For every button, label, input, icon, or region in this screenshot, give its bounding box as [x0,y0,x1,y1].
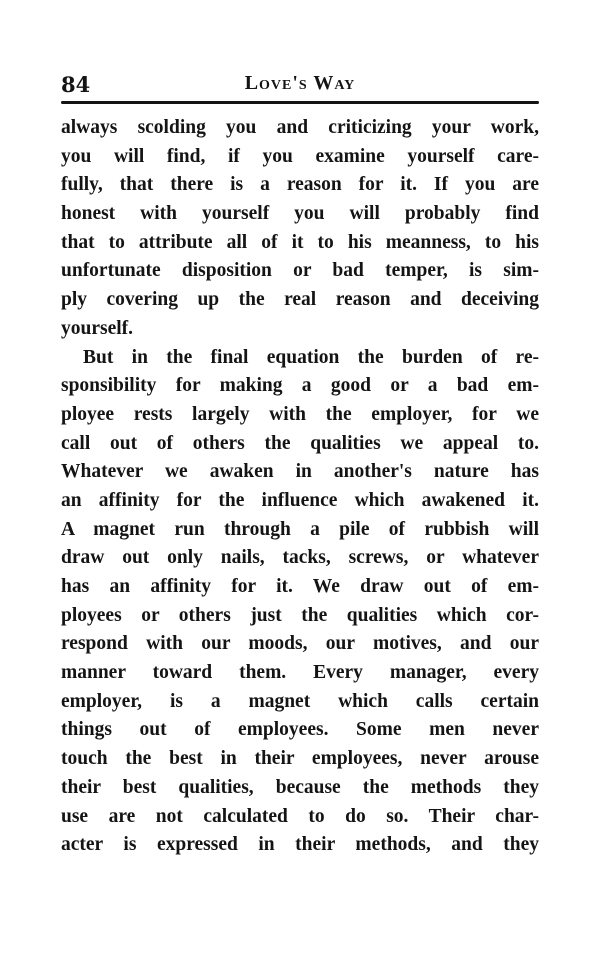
header-rule [61,101,539,104]
text-line: employer, is a magnet which calls certain [61,690,539,712]
text-line: ply covering up the real reason and deceiving [61,289,539,311]
text-line: fully, that there is a reason for it. If you are [61,174,539,196]
paragraph-start-line: But in the final equation the burden of re- [83,346,539,368]
body-text [61,114,539,860]
text-line: you will find, if you examine yourself care- [61,145,539,167]
text-line: yourself. [61,317,134,339]
text-line: sponsibility for making a good or a bad em- [61,375,539,397]
page-header [61,70,539,100]
text-line: touch the best in their employees, never arouse [61,748,539,770]
running-title: Love's Way [244,72,356,94]
text-line: respond with our moods, our motives, and our [61,633,539,655]
text-line: has an affinity for it. We draw out of em- [61,576,539,597]
text-line: Whatever we awaken in another's nature has [61,461,539,483]
text-line: use are not calculated to do so. Their char- [61,805,539,827]
text-line: call out of others the qualities we appeal to. [61,432,539,454]
text-line: A magnet run through a pile of rubbish will [61,518,539,540]
text-line: honest with yourself you will probably find [61,203,539,225]
text-line: acter is expressed in their methods, and they [61,834,539,856]
text-line: things out of employees. Some men never [61,719,539,741]
text-line: their best qualities, because the methods they [61,776,539,798]
text-line: an affinity for the influence which awakened it. [61,489,539,511]
text-line: that to attribute all of it to his meanness, to his [61,231,539,253]
text-line: ployees or others just the qualities which cor- [61,604,539,626]
text-line: ployee rests largely with the employer, for we [61,403,539,425]
text-line: unfortunate disposition or bad temper, is sim- [61,260,539,282]
text-line: manner toward them. Every manager, every [61,662,539,684]
page-number: 84 [61,72,91,97]
text-line: draw out only nails, tacks, screws, or whatever [61,547,539,569]
text-line: always scolding you and criticizing your work, [61,117,539,138]
